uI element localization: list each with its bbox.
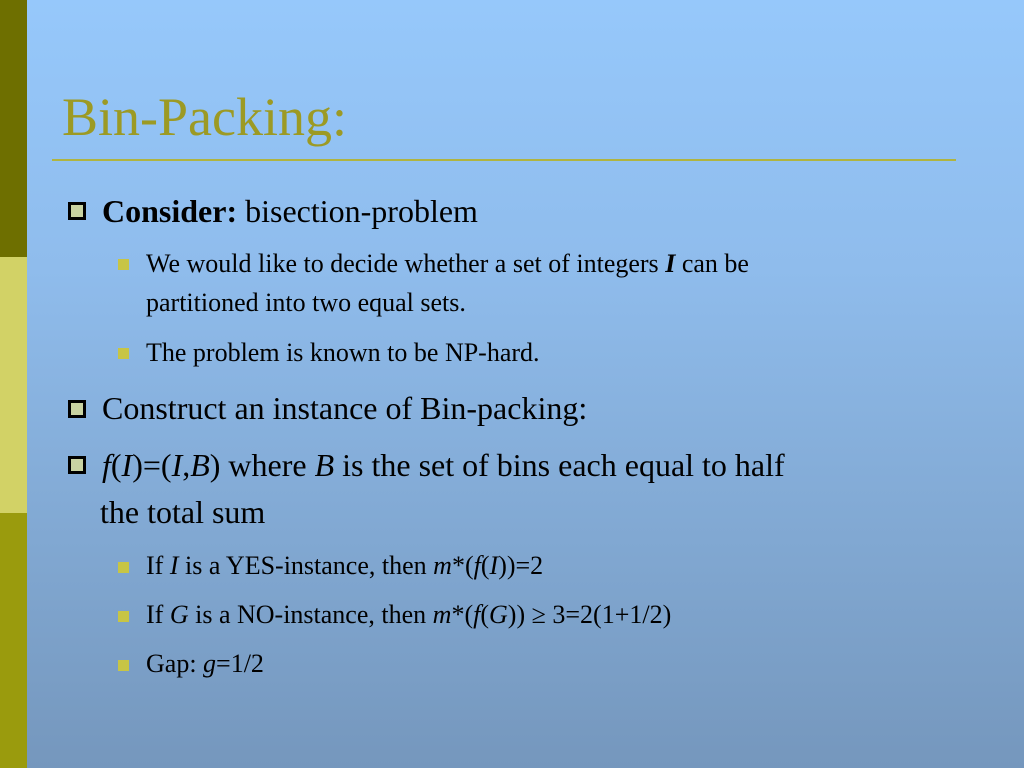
bullet-decide: We would like to decide whether a set of integers I can be	[146, 249, 749, 278]
square-bullet-icon	[118, 348, 129, 359]
hollow-square-bullet-icon	[68, 202, 86, 220]
bullet-no-instance: If G is a NO-instance, then m*(f(G)) ≥ 3=2(1+1/2)	[146, 600, 672, 629]
square-bullet-icon	[118, 660, 129, 671]
bullet-f-definition: f(I)=(I,B) where B is the set of bins each equal to half	[102, 447, 785, 483]
bullet-consider	[102, 191, 478, 231]
bullet-decide-line2: partitioned into two equal sets.	[146, 288, 466, 317]
consider-label: Consider:	[102, 193, 238, 229]
square-bullet-icon	[118, 259, 129, 270]
bullet-f-definition-line2: the total sum	[100, 494, 266, 530]
bullet-gap: Gap: g=1/2	[146, 649, 264, 678]
var-I: I	[665, 249, 676, 278]
hollow-square-bullet-icon	[68, 456, 86, 474]
bullet-yes-instance: If I is a YES-instance, then m*(f(I))=2	[146, 551, 544, 580]
square-bullet-icon	[118, 611, 129, 622]
slide-title: Bin-Packing:	[62, 87, 347, 147]
consider-text: bisection-problem	[237, 193, 478, 229]
hollow-square-bullet-icon	[68, 400, 86, 418]
bullet-np-hard: The problem is known to be NP-hard.	[146, 338, 540, 367]
square-bullet-icon	[118, 562, 129, 573]
bullet-construct: Construct an instance of Bin-packing:	[102, 390, 588, 426]
